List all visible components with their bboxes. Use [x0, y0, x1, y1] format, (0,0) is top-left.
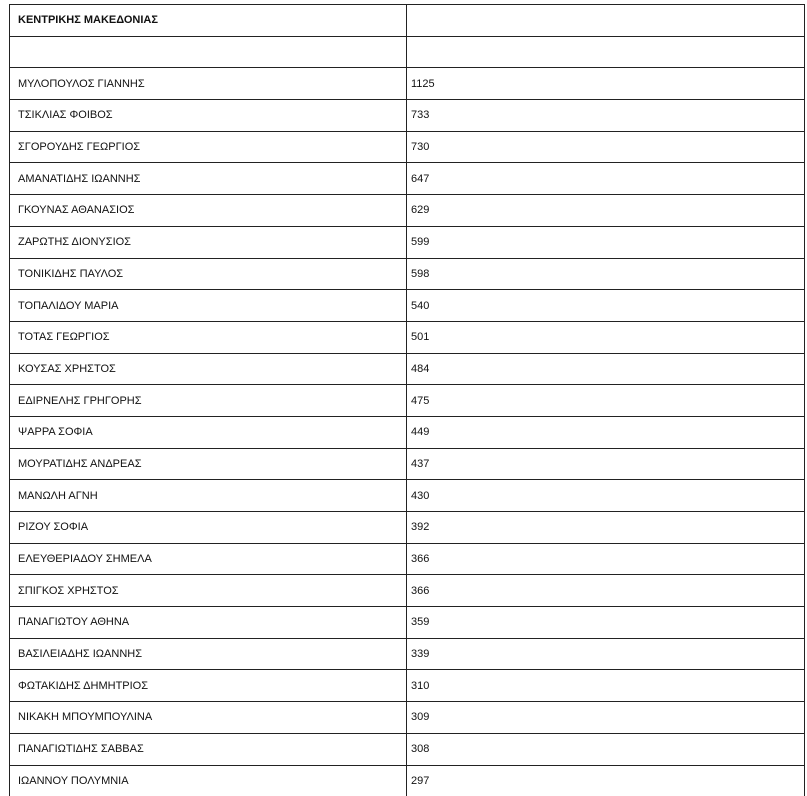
candidate-name: ΓΚΟΥΝΑΣ ΑΘΑΝΑΣΙΟΣ: [10, 195, 407, 227]
candidate-votes: 540: [407, 290, 805, 322]
candidate-name: ΕΔΙΡΝΕΛΗΣ ΓΡΗΓΟΡΗΣ: [10, 385, 407, 417]
candidate-votes: 308: [407, 733, 805, 765]
candidate-name: ΣΠΙΓΚΟΣ ΧΡΗΣΤΟΣ: [10, 575, 407, 607]
table-row: [10, 321, 805, 353]
candidate-name: ΠΑΝΑΓΙΩΤΟΥ ΑΘΗΝΑ: [10, 607, 407, 639]
candidate-name: ΝΙΚΑΚΗ ΜΠΟΥΜΠΟΥΛΙΝΑ: [10, 702, 407, 734]
table-row: [10, 765, 805, 796]
candidate-votes: 297: [407, 765, 805, 796]
table-row: [10, 416, 805, 448]
candidate-name: ΑΜΑΝΑΤΙΔΗΣ ΙΩΑΝΝΗΣ: [10, 163, 407, 195]
candidate-votes: 501: [407, 321, 805, 353]
table-row: [10, 543, 805, 575]
candidate-votes: 366: [407, 543, 805, 575]
table-row: [10, 512, 805, 544]
candidate-votes: 730: [407, 131, 805, 163]
candidate-votes: 310: [407, 670, 805, 702]
candidate-name: ΙΩΑΝΝΟΥ ΠΟΛΥΜΝΙΑ: [10, 765, 407, 796]
candidate-name: ΡΙΖΟΥ ΣΟΦΙΑ: [10, 512, 407, 544]
candidate-votes: 359: [407, 607, 805, 639]
candidate-votes: 392: [407, 512, 805, 544]
candidate-votes: 366: [407, 575, 805, 607]
table-row: [10, 226, 805, 258]
candidate-name: ΤΟΤΑΣ ΓΕΩΡΓΙΟΣ: [10, 321, 407, 353]
candidate-name: ΤΣΙΚΛΙΑΣ ΦΟΙΒΟΣ: [10, 100, 407, 132]
candidate-votes: 484: [407, 353, 805, 385]
table-row: [10, 258, 805, 290]
table-row: [10, 163, 805, 195]
candidate-votes: 599: [407, 226, 805, 258]
table-row: [10, 607, 805, 639]
table-row: [10, 670, 805, 702]
candidate-votes: 437: [407, 448, 805, 480]
table-row: [10, 702, 805, 734]
candidate-votes: 733: [407, 100, 805, 132]
candidate-name: ΜΥΛΟΠΟΥΛΟΣ ΓΙΑΝΝΗΣ: [10, 68, 407, 100]
candidate-name: ΨΑΡΡΑ ΣΟΦΙΑ: [10, 416, 407, 448]
table-row: [10, 575, 805, 607]
candidate-name: ΜΑΝΩΛΗ ΑΓΝΗ: [10, 480, 407, 512]
results-table-body: [10, 5, 805, 796]
table-row: [10, 638, 805, 670]
candidate-votes: 430: [407, 480, 805, 512]
candidate-votes: 629: [407, 195, 805, 227]
candidate-name: ΣΓΟΡΟΥΔΗΣ ΓΕΩΡΓΙΟΣ: [10, 131, 407, 163]
table-row: [10, 195, 805, 227]
candidate-name: ΤΟΠΑΛΙΔΟΥ ΜΑΡΙΑ: [10, 290, 407, 322]
table-row: [10, 290, 805, 322]
candidate-name: ΒΑΣΙΛΕΙΑΔΗΣ ΙΩΑΝΝΗΣ: [10, 638, 407, 670]
candidate-votes: 339: [407, 638, 805, 670]
candidate-votes: 647: [407, 163, 805, 195]
blank-row: [10, 36, 805, 68]
candidate-name: ΚΟΥΣΑΣ ΧΡΗΣΤΟΣ: [10, 353, 407, 385]
candidate-votes: 309: [407, 702, 805, 734]
candidate-name: ΖΑΡΩΤΗΣ ΔΙΟΝΥΣΙΟΣ: [10, 226, 407, 258]
candidate-votes: 598: [407, 258, 805, 290]
candidate-name: ΤΟΝΙΚΙΔΗΣ ΠΑΥΛΟΣ: [10, 258, 407, 290]
table-row: [10, 448, 805, 480]
table-row: [10, 131, 805, 163]
candidate-name: ΕΛΕΥΘΕΡΙΑΔΟΥ ΣΗΜΕΛΑ: [10, 543, 407, 575]
table-row: [10, 480, 805, 512]
candidate-name: ΠΑΝΑΓΙΩΤΙΔΗΣ ΣΑΒΒΑΣ: [10, 733, 407, 765]
blank-votes-cell: [407, 36, 805, 68]
table-row: [10, 733, 805, 765]
blank-name-cell: [10, 36, 407, 68]
region-heading: ΚΕΝΤΡΙΚΗΣ ΜΑΚΕΔΟΝΙΑΣ: [10, 5, 407, 37]
candidate-name: ΦΩΤΑΚΙΔΗΣ ΔΗΜΗΤΡΙΟΣ: [10, 670, 407, 702]
candidate-votes: 475: [407, 385, 805, 417]
results-table: [9, 4, 805, 796]
candidate-name: ΜΟΥΡΑΤΙΔΗΣ ΑΝΔΡΕΑΣ: [10, 448, 407, 480]
candidate-votes: 1125: [407, 68, 805, 100]
table-row: [10, 100, 805, 132]
candidate-votes: 449: [407, 416, 805, 448]
table-row: [10, 385, 805, 417]
table-row: [10, 353, 805, 385]
table-row: [10, 68, 805, 100]
region-header-row: [10, 5, 805, 37]
region-heading-empty-cell: [407, 5, 805, 37]
